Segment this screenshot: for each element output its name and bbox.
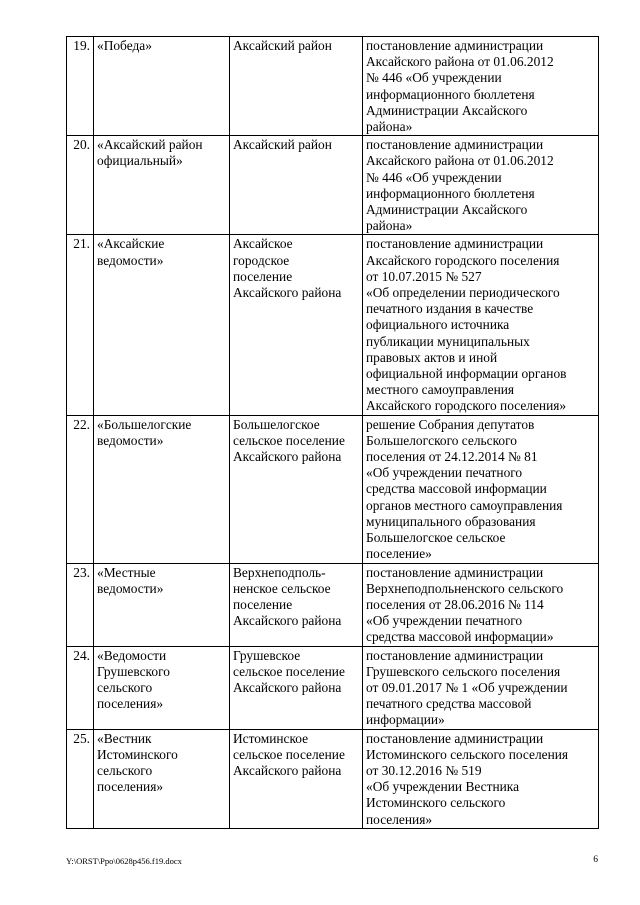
row-number: 24.: [67, 646, 94, 729]
territory-cell: [230, 729, 363, 828]
publication-name-cell: [94, 235, 230, 415]
founding-act-line: Администрации Аксайского: [366, 202, 528, 218]
territory-line: сельское поселение: [233, 432, 345, 448]
founding-act-line: постановление администрации: [366, 564, 544, 580]
founding-act-line: информационного бюллетеня: [366, 86, 535, 102]
founding-act-line: средства массовой информации»: [366, 629, 554, 645]
publication-name-cell: [94, 415, 230, 563]
founding-act-line: публикации муниципальных: [366, 333, 530, 349]
founding-act-line: «Об учреждении печатного: [366, 613, 523, 629]
publication-name-line: Грушевского: [97, 663, 170, 679]
founding-act-line: органов местного самоуправления: [366, 497, 563, 513]
founding-act-line: постановление администрации: [366, 236, 544, 252]
territory-line: Аксайского района: [233, 679, 342, 695]
founding-act-cell: [363, 235, 599, 415]
founding-act-line: поселения от 24.12.2014 № 81: [366, 449, 538, 465]
publication-name-line: «Местные: [97, 564, 156, 580]
founding-act-line: постановление администрации: [366, 137, 544, 153]
territory-line: поселение: [233, 596, 293, 612]
territory-line: Аксайский район: [233, 38, 332, 53]
founding-act-line: официальной информации органов: [366, 366, 567, 382]
founding-act-cell: [363, 136, 599, 235]
territory-line: сельское поселение: [233, 663, 345, 679]
publication-name-cell: [94, 729, 230, 828]
founding-act-line: местного самоуправления: [366, 382, 515, 398]
territory-cell: [230, 37, 363, 136]
territory-line: ненское сельское: [233, 580, 331, 596]
row-number: 23.: [67, 563, 94, 646]
territory-line: Аксайское: [233, 236, 293, 252]
publication-name-line: поселения»: [97, 779, 164, 795]
territory-line: Грушевское: [233, 647, 301, 663]
founding-act-cell: [363, 729, 599, 828]
founding-act-line: от 10.07.2015 № 527: [366, 268, 482, 284]
table-row: [67, 37, 599, 136]
table-row: [67, 729, 599, 828]
territory-line: Аксайского района: [233, 613, 342, 629]
founding-act-line: правовых актов и иной: [366, 349, 498, 365]
territory-cell: [230, 136, 363, 235]
founding-act-line: поселения»: [366, 811, 433, 827]
founding-act-line: «Об учреждении Вестника: [366, 779, 520, 795]
publication-name-line: «Большелогские: [97, 416, 192, 432]
founding-act-line: района»: [366, 119, 413, 135]
founding-act-line: «Об определении периодического: [366, 285, 560, 301]
publication-name-line: сельского: [97, 679, 153, 695]
founding-act-line: печатного издания в качестве: [366, 301, 534, 317]
publication-name-cell: [94, 136, 230, 235]
table-row: [67, 563, 599, 646]
founding-act-line: «Об учреждении печатного: [366, 465, 523, 481]
territory-line: Аксайского района: [233, 285, 342, 301]
founding-act-line: Большелогское сельское: [366, 530, 506, 546]
founding-act-line: Грушевского сельского поселения: [366, 663, 561, 679]
footer-file-path: Y:\ORST\Ppo\0628p456.f19.docx: [66, 856, 182, 866]
founding-act-line: постановление администрации: [366, 647, 544, 663]
publication-name-line: «Аксайский район: [97, 137, 203, 153]
founding-act-line: информации»: [366, 712, 445, 728]
publication-name-line: поселения»: [97, 696, 164, 712]
founding-act-cell: [363, 415, 599, 563]
publication-name-cell: [94, 646, 230, 729]
row-number: 21.: [67, 235, 94, 415]
territory-line: Истоминское: [233, 730, 309, 746]
territory-line: городское: [233, 252, 290, 268]
founding-act-line: муниципального образования: [366, 513, 536, 529]
founding-act-cell: [363, 563, 599, 646]
founding-act-line: Верхнеподпольненского сельского: [366, 580, 564, 596]
publication-name-line: «Победа»: [97, 38, 152, 53]
publication-name-line: «Ведомости: [97, 647, 167, 663]
territory-line: Большелогское: [233, 416, 320, 432]
founding-act-line: Администрации Аксайского: [366, 102, 528, 118]
founding-act-line: печатного средства массовой: [366, 696, 532, 712]
founding-act-line: района»: [366, 218, 413, 234]
territory-line: Аксайского района: [233, 762, 342, 778]
registry-table-body: [67, 37, 599, 829]
publication-name-cell: [94, 563, 230, 646]
publication-name-line: официальный»: [97, 153, 183, 169]
row-number: 22.: [67, 415, 94, 563]
founding-act-line: № 446 «Об учреждении: [366, 70, 502, 86]
founding-act-line: средства массовой информации: [366, 481, 547, 497]
row-number: 19.: [67, 37, 94, 136]
registry-table: [66, 36, 599, 829]
founding-act-cell: [363, 646, 599, 729]
territory-line: поселение: [233, 268, 293, 284]
footer-page-number: 6: [593, 855, 598, 865]
territory-line: Аксайского района: [233, 449, 342, 465]
territory-cell: [230, 563, 363, 646]
publication-name-line: ведомости»: [97, 252, 164, 268]
publication-name-line: ведомости»: [97, 432, 164, 448]
founding-act-line: информационного бюллетеня: [366, 185, 535, 201]
founding-act-line: Истоминского сельского поселения: [366, 746, 569, 762]
publication-name-line: ведомости»: [97, 580, 164, 596]
founding-act-line: Истоминского сельского: [366, 795, 506, 811]
publication-name-line: «Аксайские: [97, 236, 165, 252]
founding-act-line: постановление администрации: [366, 38, 544, 53]
founding-act-line: Аксайского городского поселения»: [366, 398, 567, 414]
founding-act-line: № 446 «Об учреждении: [366, 169, 502, 185]
founding-act-line: официального источника: [366, 317, 510, 333]
territory-line: Верхнеподполь-: [233, 564, 326, 580]
founding-act-line: Аксайского городского поселения: [366, 252, 560, 268]
territory-line: Аксайский район: [233, 137, 332, 153]
founding-act-line: Большелогского сельского: [366, 432, 517, 448]
founding-act-line: поселения от 28.06.2016 № 114: [366, 596, 544, 612]
founding-act-line: постановление администрации: [366, 730, 544, 746]
founding-act-line: решение Собрания депутатов: [366, 416, 535, 432]
table-row: [67, 646, 599, 729]
publication-name-cell: [94, 37, 230, 136]
territory-cell: [230, 646, 363, 729]
table-row: [67, 415, 599, 563]
table-row: [67, 235, 599, 415]
founding-act-line: поселение»: [366, 546, 432, 562]
founding-act-line: от 30.12.2016 № 519: [366, 762, 482, 778]
publication-name-line: Истоминского: [97, 746, 178, 762]
territory-cell: [230, 415, 363, 563]
founding-act-line: Аксайского района от 01.06.2012: [366, 153, 554, 169]
table-row: [67, 136, 599, 235]
founding-act-line: Аксайского района от 01.06.2012: [366, 54, 554, 70]
publication-name-line: «Вестник: [97, 730, 152, 746]
row-number: 20.: [67, 136, 94, 235]
founding-act-cell: [363, 37, 599, 136]
row-number: 25.: [67, 729, 94, 828]
territory-cell: [230, 235, 363, 415]
publication-name-line: сельского: [97, 762, 153, 778]
founding-act-line: от 09.01.2017 № 1 «Об учреждении: [366, 679, 568, 695]
territory-line: сельское поселение: [233, 746, 345, 762]
